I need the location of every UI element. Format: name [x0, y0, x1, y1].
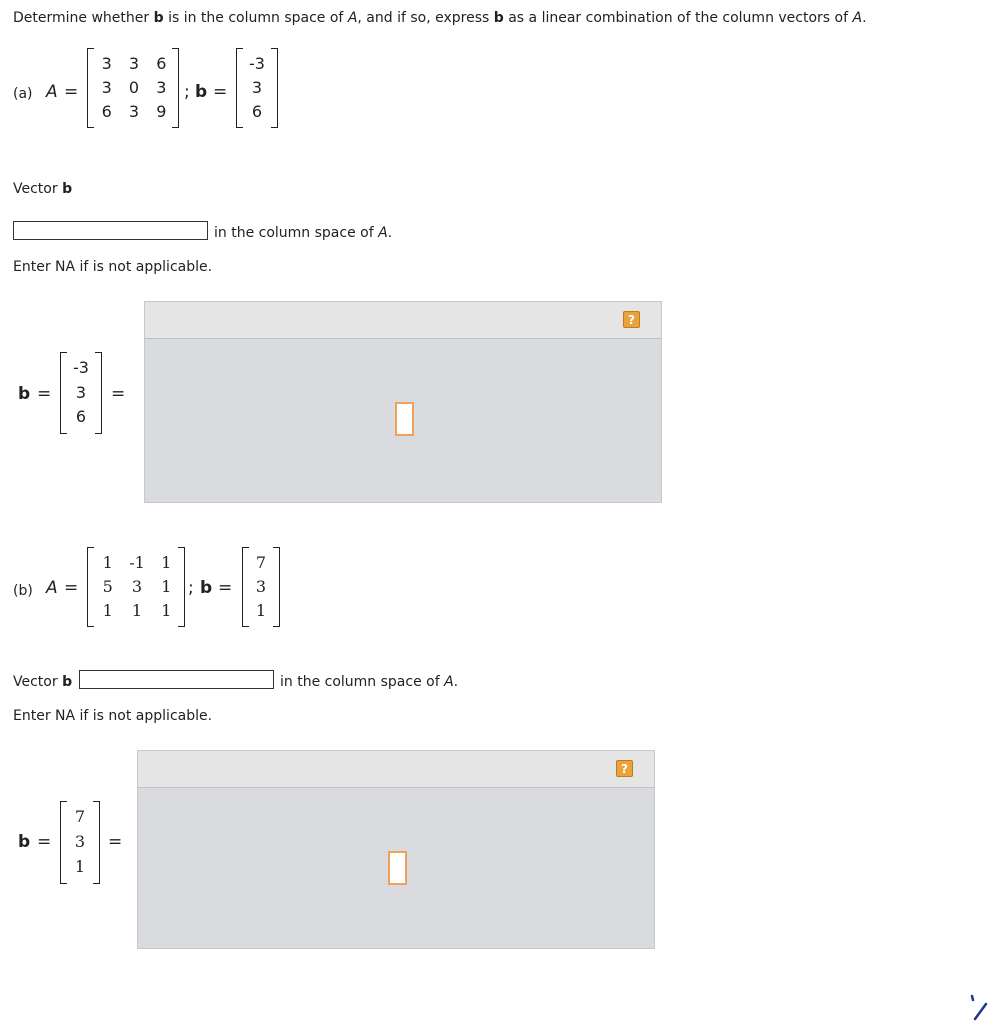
part-a-answer-equals-2: =: [111, 384, 126, 404]
matrix-cell: 6: [101, 102, 112, 121]
part-b-answer-equals: =: [37, 832, 52, 852]
matrix-cell: 3: [128, 54, 140, 73]
matrix-cell: 6: [156, 54, 167, 73]
part-a-answer-b-symbol: b: [18, 384, 31, 404]
question-prompt: [13, 10, 867, 26]
part-a-vector-b: [236, 48, 278, 128]
part-b-panel-toolbar: [138, 751, 654, 788]
column-space-text: in the column space of: [214, 225, 379, 241]
part-b-column-space-text: [280, 674, 458, 690]
part-a-b-symbol: b: [195, 82, 208, 102]
column-space-A: A: [378, 225, 388, 241]
column-space-period: .: [387, 225, 393, 241]
matrix-cell: 1: [161, 577, 172, 596]
part-a-b-equals: =: [213, 82, 228, 102]
vector-cell: 1: [255, 601, 267, 620]
vector-b-bold: b: [62, 674, 73, 690]
matrix-cell: 5: [102, 577, 113, 596]
vector-cell: 7: [255, 553, 267, 572]
vector-cell: 6: [251, 102, 263, 121]
matrix-cell: 3: [131, 577, 143, 596]
vector-cell: 3: [74, 832, 86, 851]
matrix-cell: 1: [131, 601, 143, 620]
part-a-separator: ;: [184, 82, 190, 102]
part-b-na-note: Enter NA if is not applicable.: [13, 708, 213, 724]
part-a-matrix-A: [87, 48, 179, 128]
part-a-A-symbol: A: [46, 82, 58, 102]
part-b-answer-vector-b: [60, 801, 100, 884]
part-a-membership-input[interactable]: [13, 221, 208, 240]
part-b-vector-b: [242, 547, 280, 627]
matrix-cell: 1: [102, 553, 113, 572]
vector-cell: 3: [255, 577, 267, 596]
part-b-b-symbol: b: [200, 578, 213, 598]
prompt-text: , and if so, express: [357, 10, 494, 26]
matrix-cell: 3: [156, 78, 167, 97]
matrix-cell: 1: [102, 601, 113, 620]
prompt-text: is in the column space of: [163, 10, 348, 26]
matrix-cell: 1: [161, 553, 172, 572]
part-a-label: (a): [13, 86, 33, 102]
part-b-membership-input[interactable]: [79, 670, 274, 689]
part-b-separator: ;: [188, 578, 194, 598]
part-b-answer-equals-2: =: [108, 832, 123, 852]
pen-stroke-icon: [968, 992, 992, 1022]
column-space-A: A: [444, 674, 454, 690]
column-space-period: .: [453, 674, 459, 690]
vector-cell: -3: [249, 54, 265, 73]
vector-cell: 3: [251, 78, 263, 97]
help-icon[interactable]: ?: [616, 760, 633, 777]
part-b-A-symbol: A: [46, 578, 58, 598]
matrix-cell: 3: [101, 78, 112, 97]
matrix-cell: -1: [129, 553, 145, 572]
prompt-b: b: [493, 10, 504, 26]
vector-cell: -3: [73, 358, 89, 377]
part-a-vector-label: [13, 181, 72, 197]
matrix-cell: 3: [128, 102, 140, 121]
vector-cell: 1: [74, 857, 86, 876]
part-a-answer-equals: =: [37, 384, 52, 404]
part-b-vector-label: [13, 674, 72, 690]
vector-word: Vector: [13, 181, 58, 197]
prompt-A: A: [852, 10, 863, 26]
part-a-na-note: Enter NA if is not applicable.: [13, 259, 213, 275]
matrix-cell: 0: [128, 78, 140, 97]
help-icon[interactable]: ?: [623, 311, 640, 328]
prompt-text: Determine whether: [13, 10, 154, 26]
part-a-column-space-text: [214, 225, 392, 241]
prompt-text: as a linear combination of the column vectors of: [503, 10, 853, 26]
prompt-A: A: [347, 10, 358, 26]
part-a-equals: =: [64, 82, 79, 102]
part-b-answer-panel: [137, 750, 655, 949]
prompt-text: .: [862, 10, 867, 26]
part-b-label: (b): [13, 583, 33, 599]
part-a-answer-vector-b: [60, 352, 102, 434]
part-b-b-equals: =: [218, 578, 233, 598]
column-space-text: in the column space of: [280, 674, 445, 690]
vector-cell: 7: [74, 807, 86, 826]
part-b-answer-b-symbol: b: [18, 832, 31, 852]
vector-cell: 6: [75, 407, 87, 427]
part-b-equals: =: [64, 578, 79, 598]
vector-b-bold: b: [62, 181, 73, 197]
matrix-cell: 1: [161, 601, 172, 620]
prompt-b: b: [153, 10, 164, 26]
part-a-answer-panel: [144, 301, 662, 503]
part-b-answer-input[interactable]: [388, 851, 407, 885]
vector-cell: 3: [75, 382, 87, 402]
part-a-answer-input[interactable]: [395, 402, 414, 436]
matrix-cell: 9: [156, 102, 167, 121]
matrix-cell: 3: [101, 54, 112, 73]
part-a-panel-toolbar: [145, 302, 661, 339]
vector-word: Vector: [13, 674, 58, 690]
part-b-matrix-A: [87, 547, 185, 627]
